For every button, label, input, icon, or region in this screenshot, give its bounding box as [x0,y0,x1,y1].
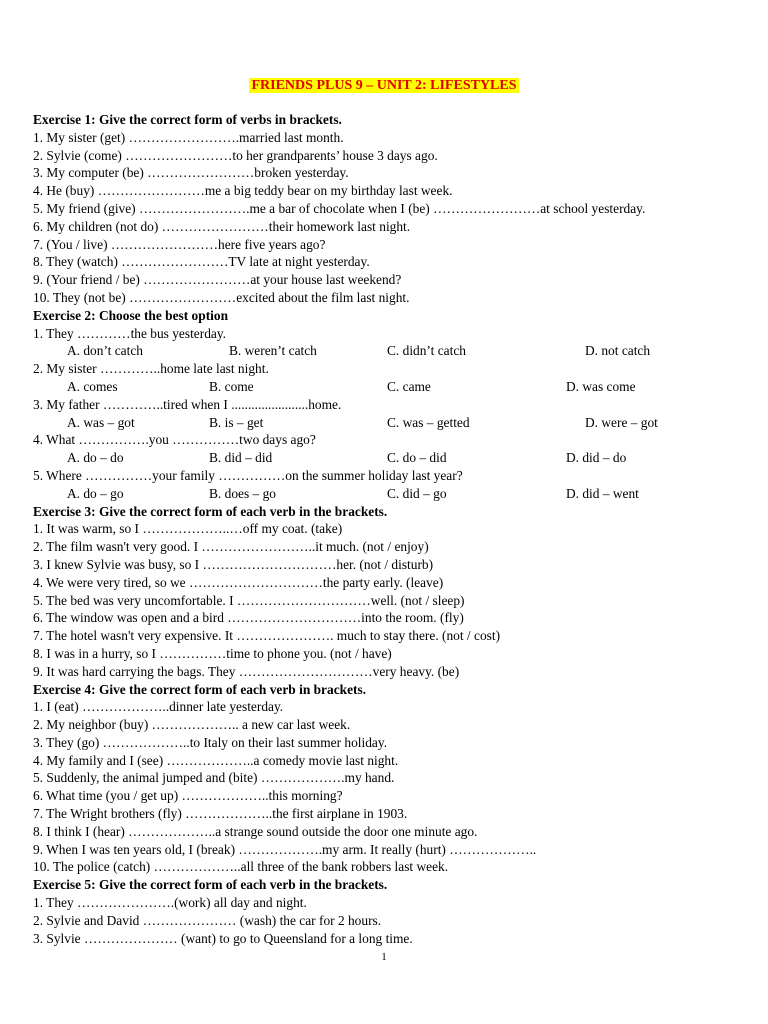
exercise-1-item: 1. My sister (get) …………………….married last month. [33,129,344,145]
exercise-3-item: 9. It was hard carrying the bags. They …………………………very heavy. (be) [33,663,460,679]
option-d: D. not catch [585,343,651,359]
exercise-3-item: 8. I was in a hurry, so I ……………time to phone you. (not / have) [33,645,392,661]
title-text: FRIENDS PLUS 9 – UNIT 2: LIFESTYLES [251,78,517,93]
option-b: B. does – go [209,485,276,501]
exercise-1-heading: Exercise 1: Give the correct form of verbs in brackets. [33,112,342,127]
exercise-4-heading: Exercise 4: Give the correct form of each verb in brackets. [33,681,367,697]
option-a: A. was – got [67,414,135,430]
exercise-1-item: 7. (You / live) ……………………here five years ago? [33,236,326,252]
exercise-2-question: 3. My father …………..tired when I .......................home. [33,396,342,412]
exercise-3-item: 7. The hotel wasn't very expensive. It …………………. much to stay there. (not / cost) [33,628,501,644]
option-b: B. weren’t catch [229,343,317,359]
option-d: D. did – do [566,450,627,466]
exercise-5-item: 1. They ………………….(work) all day and night. [33,895,307,911]
option-a: A. comes [67,378,118,394]
exercise-2-question: 4. What …………….you ……………two days ago? [33,432,316,448]
exercise-3-item: 6. The window was open and a bird …………………………into the room. (fly) [33,610,464,626]
exercise-4-item: 4. My family and I (see) ………………..a comedy movie last night. [33,752,399,768]
option-c: C. did – go [387,485,447,501]
exercise-1-item: 3. My computer (be) ……………………broken yesterday. [33,165,349,181]
exercise-2-options [33,378,753,396]
page-number: 1 [381,951,387,963]
option-a: A. do – do [67,450,124,466]
option-c: C. came [387,378,431,394]
exercise-2-options [33,485,753,503]
exercise-4-item: 8. I think I (hear) ………………..a strange sound outside the door one minute ago. [33,823,478,839]
exercise-4-item: 7. The Wright brothers (fly) ………………..the first airplane in 1903. [33,806,408,822]
exercise-1-item: 10. They (not be) ……………………excited about the film last night. [33,289,410,305]
exercise-3-heading: Exercise 3: Give the correct form of each verb in the brackets. [33,503,388,519]
exercise-3-item: 4. We were very tired, so we …………………………the party early. (leave) [33,574,444,590]
exercise-3-item: 2. The film wasn't very good. I ……………………..it much. (not / enjoy) [33,539,429,555]
option-c: C. do – did [387,450,447,466]
exercise-2-options [33,342,753,360]
option-a: A. don’t catch [67,343,143,359]
exercise-2-options [33,449,753,467]
option-d: D. was come [566,378,636,394]
exercise-4-item: 3. They (go) ………………..to Italy on their last summer holiday. [33,734,388,750]
option-b: B. is – get [209,414,264,430]
option-c: C. was – getted [387,414,470,430]
exercise-5-item: 2. Sylvie and David ………………… (wash) the car for 2 hours. [33,912,382,928]
option-a: A. do – go [67,485,124,501]
exercise-4-item: 2. My neighbor (buy) ……………….. a new car last week. [33,717,351,733]
exercise-4-item: 6. What time (you / get up) ………………..this morning? [33,788,343,804]
option-c: C. didn’t catch [387,343,466,359]
exercise-4-item: 9. When I was ten years old, I (break) ……………….my arm. It really (hurt) ……………….. [33,841,537,857]
option-d: D. did – went [566,485,639,501]
exercise-2-heading: Exercise 2: Choose the best option [33,307,229,323]
exercise-1-item: 6. My children (not do) ……………………their homework last night. [33,218,411,234]
option-d: D. were – got [585,414,658,430]
exercise-1-item: 2. Sylvie (come) ……………………to her grandparents’ house 3 days ago. [33,147,438,163]
worksheet-content [33,111,753,947]
exercise-1-item: 8. They (watch) ……………………TV late at night yesterday. [33,254,370,270]
exercise-5-item: 3. Sylvie ………………… (want) to go to Queensland for a long time. [33,930,413,946]
exercise-2-options [33,414,753,432]
option-b: B. come [209,378,254,394]
exercise-3-item: 1. It was warm, so I ………………..…off my coat. (take) [33,521,343,537]
exercise-4-item: 10. The police (catch) ………………..all three of the bank robbers last week. [33,859,449,875]
page-title [0,78,768,94]
exercise-3-item: 3. I knew Sylvie was busy, so I …………………………her. (not / disturb) [33,556,434,572]
exercise-5-heading: Exercise 5: Give the correct form of each verb in the brackets. [33,877,388,893]
exercise-3-item: 5. The bed was very uncomfortable. I …………………………well. (not / sleep) [33,592,465,608]
exercise-4-item: 5. Suddenly, the animal jumped and (bite) ……………….my hand. [33,770,395,786]
exercise-4-item: 1. I (eat) ………………..dinner late yesterday. [33,699,284,715]
exercise-2-question: 1. They …………the bus yesterday. [33,325,227,341]
exercise-1-item: 9. (Your friend / be) ……………………at your house last weekend? [33,272,402,288]
exercise-1-item: 5. My friend (give) …………………….me a bar of chocolate when I (be) ……………………at school yesterday. [33,200,646,216]
option-b: B. did – did [209,450,273,466]
exercise-1-item: 4. He (buy) ……………………me a big teddy bear on my birthday last week. [33,183,453,199]
exercise-2-question: 5. Where ……………your family ……………on the summer holiday last year? [33,467,463,483]
exercise-2-question: 2. My sister …………..home late last night. [33,361,269,377]
